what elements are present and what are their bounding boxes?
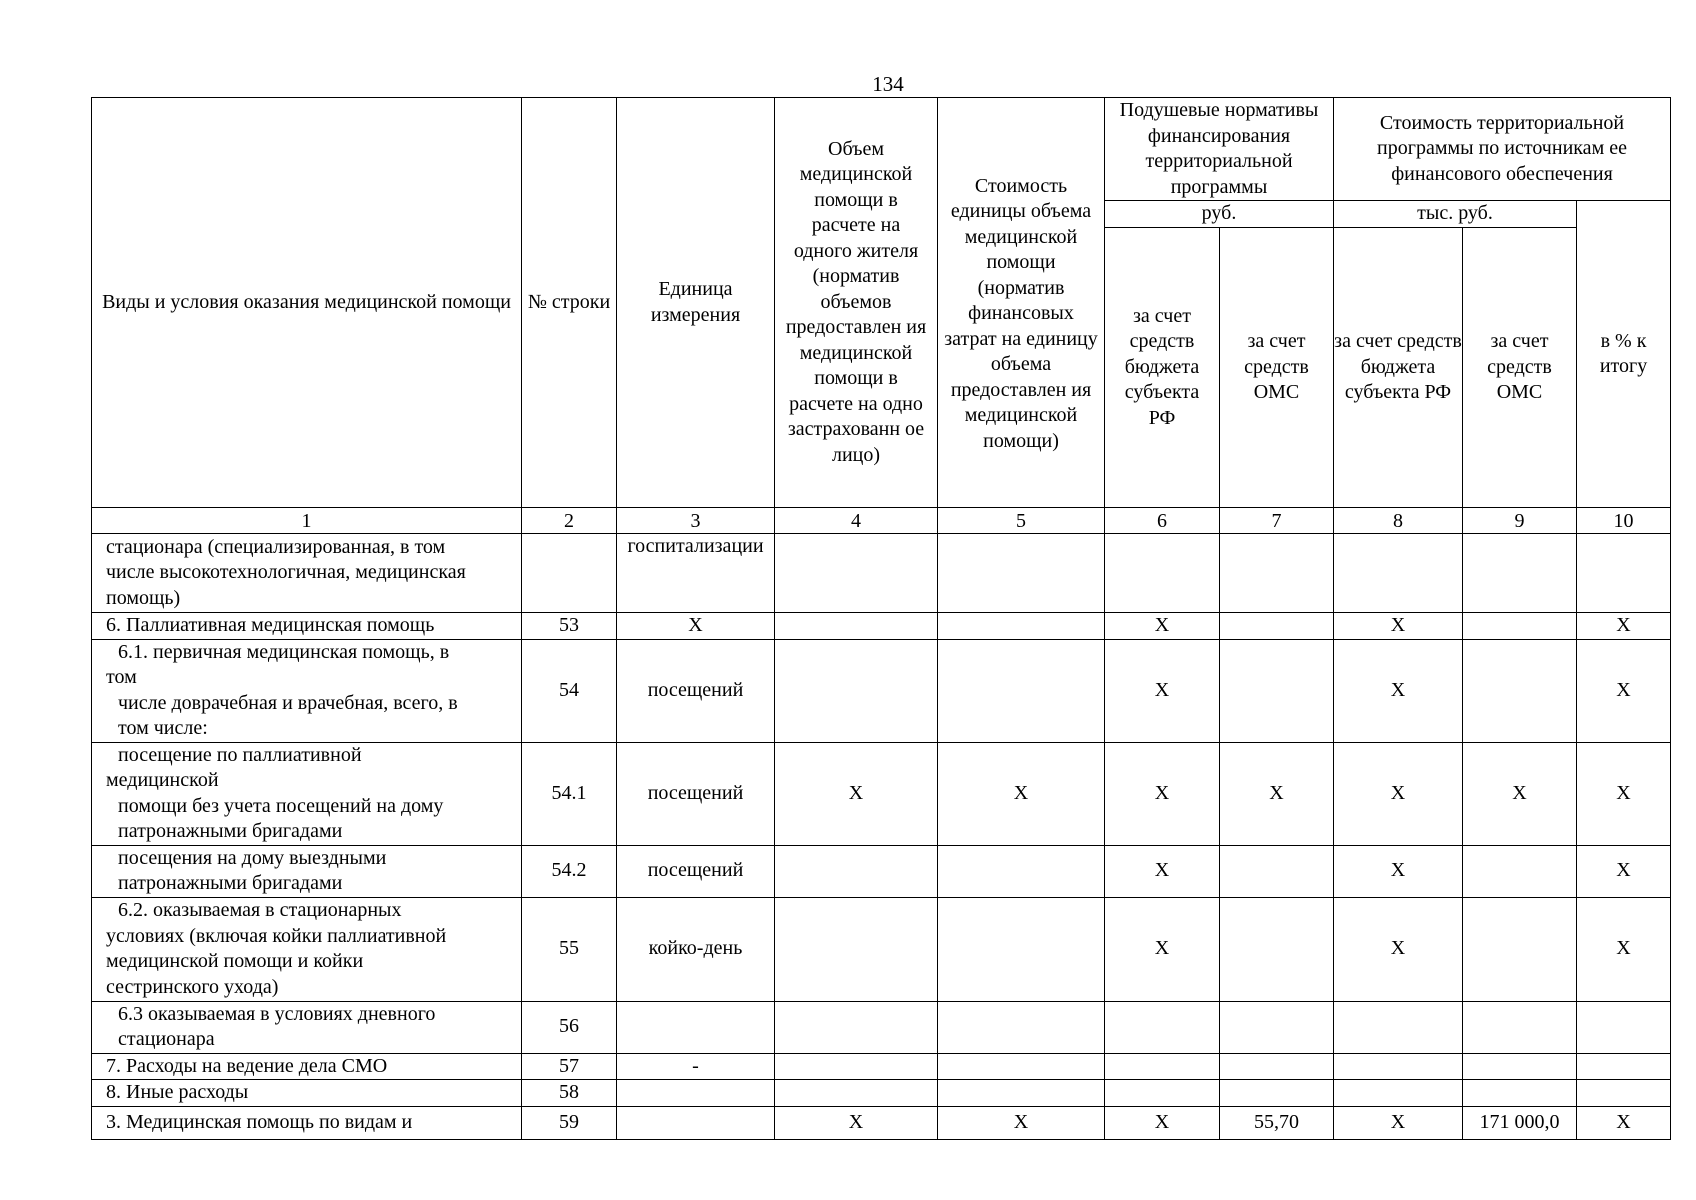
header-rub: руб. — [1105, 201, 1334, 228]
table-row — [92, 613, 1671, 640]
percent-cell: X — [1577, 1107, 1671, 1140]
care-type-line: том числе: — [118, 717, 208, 739]
program-budget-cell: X — [1334, 613, 1463, 640]
program-oms-cell — [1463, 1053, 1577, 1080]
care-type-line: числе высокотехнологичная, медицинская — [106, 561, 466, 584]
care-type-line: посещения на дому выездными — [118, 846, 387, 869]
per-capita-oms-cell — [1220, 639, 1334, 742]
care-type-cell — [92, 1080, 522, 1107]
care-type-cell — [92, 613, 522, 640]
care-type-line: помощи без учета посещений на дому — [118, 794, 444, 817]
column-number-row — [92, 508, 1671, 534]
row-number-cell: 54 — [522, 639, 617, 742]
table-row — [92, 639, 1671, 742]
care-type-line: 7. Расходы на ведение дела СМО — [106, 1054, 388, 1077]
care-type-line: условиях (включая койки паллиативной — [106, 924, 447, 947]
per-capita-budget-cell: X — [1105, 1107, 1220, 1140]
header-program-cost-group: Стоимость территориальной программы по источникам ее финансового обеспечения — [1334, 98, 1671, 201]
header-col8: за счет средств бюджета субъекта РФ — [1334, 228, 1463, 508]
header-row-number: № строки — [522, 98, 617, 508]
unit-cost-cell — [938, 897, 1105, 1001]
column-number: 2 — [522, 508, 617, 534]
table-row — [92, 1107, 1671, 1140]
care-type-line: медицинской — [106, 769, 219, 791]
row-number-cell — [522, 534, 617, 613]
unit-cost-cell: X — [938, 1107, 1105, 1140]
header-row-1 — [92, 98, 1671, 201]
care-type-line: медицинской помощи и койки — [106, 950, 364, 972]
table-row — [92, 845, 1671, 897]
header-col7: за счет средств ОМС — [1220, 228, 1334, 508]
program-oms-cell: X — [1463, 742, 1577, 845]
unit-cell: - — [617, 1053, 775, 1080]
per-capita-oms-cell — [1220, 1001, 1334, 1053]
unit-cell: посещений — [617, 742, 775, 845]
unit-cost-cell — [938, 845, 1105, 897]
column-number: 9 — [1463, 508, 1577, 534]
program-budget-cell: X — [1334, 639, 1463, 742]
unit-cell: койко-день — [617, 897, 775, 1001]
row-number-cell: 55 — [522, 897, 617, 1001]
unit-cell — [617, 1080, 775, 1107]
percent-cell: X — [1577, 613, 1671, 640]
program-budget-cell: X — [1334, 897, 1463, 1001]
program-budget-cell — [1334, 534, 1463, 613]
care-type-line: 6.3 оказываемая в условиях дневного — [118, 1002, 436, 1025]
unit-cost-cell — [938, 639, 1105, 742]
volume-cell — [775, 897, 938, 1001]
financing-table — [91, 97, 1671, 1140]
table-row — [92, 1080, 1671, 1107]
care-type-cell — [92, 845, 522, 897]
per-capita-budget-cell: X — [1105, 639, 1220, 742]
unit-cell — [617, 1107, 775, 1140]
table-row — [92, 742, 1671, 845]
program-oms-cell — [1463, 639, 1577, 742]
unit-cost-cell: X — [938, 742, 1105, 845]
column-number: 1 — [92, 508, 522, 534]
care-type-cell — [92, 1001, 522, 1053]
care-type-line: патронажными бригадами — [118, 872, 343, 894]
row-number-cell: 54.2 — [522, 845, 617, 897]
care-type-line: 3. Медицинская помощь по видам и — [106, 1111, 413, 1134]
volume-cell — [775, 1001, 938, 1053]
care-type-line: помощь) — [106, 586, 181, 609]
header-thousand-rub: тыс. руб. — [1334, 201, 1577, 228]
column-number: 8 — [1334, 508, 1463, 534]
program-oms-cell — [1463, 1001, 1577, 1053]
care-type-cell — [92, 742, 522, 845]
percent-cell: X — [1577, 897, 1671, 1001]
care-type-cell — [92, 1107, 522, 1140]
volume-cell — [775, 613, 938, 640]
care-type-line: сестринского ухода) — [106, 975, 279, 998]
per-capita-oms-cell — [1220, 1053, 1334, 1080]
column-number: 7 — [1220, 508, 1334, 534]
per-capita-oms-cell: X — [1220, 742, 1334, 845]
volume-cell: X — [775, 742, 938, 845]
unit-cost-cell — [938, 1001, 1105, 1053]
care-type-cell — [92, 1053, 522, 1080]
care-type-cell — [92, 534, 522, 613]
unit-cost-cell — [938, 1053, 1105, 1080]
header-unit: Единица измерения — [617, 98, 775, 508]
care-type-line: 6.1. первичная медицинская помощь, в — [118, 640, 450, 663]
volume-cell — [775, 534, 938, 613]
column-number: 6 — [1105, 508, 1220, 534]
volume-cell — [775, 845, 938, 897]
per-capita-budget-cell: X — [1105, 897, 1220, 1001]
program-budget-cell: X — [1334, 742, 1463, 845]
program-budget-cell — [1334, 1080, 1463, 1107]
care-type-cell — [92, 897, 522, 1001]
unit-cost-cell — [938, 534, 1105, 613]
per-capita-budget-cell: X — [1105, 613, 1220, 640]
column-number: 3 — [617, 508, 775, 534]
header-col9: за счет средств ОМС — [1463, 228, 1577, 508]
unit-cell: X — [617, 613, 775, 640]
percent-cell — [1577, 1053, 1671, 1080]
volume-cell: X — [775, 1107, 938, 1140]
per-capita-budget-cell — [1105, 1001, 1220, 1053]
header-type-of-care: Виды и условия оказания медицинской помощи — [92, 98, 522, 508]
program-budget-cell: X — [1334, 1107, 1463, 1140]
care-type-line: 8. Иные расходы — [106, 1081, 249, 1104]
volume-cell — [775, 1053, 938, 1080]
per-capita-oms-cell: 55,70 — [1220, 1107, 1334, 1140]
program-oms-cell — [1463, 897, 1577, 1001]
percent-cell — [1577, 1080, 1671, 1107]
care-type-line: стационара — [118, 1028, 215, 1050]
table-row — [92, 534, 1671, 613]
volume-cell — [775, 639, 938, 742]
page-number: 134 — [872, 72, 904, 96]
row-number-cell: 53 — [522, 613, 617, 640]
per-capita-budget-cell: X — [1105, 845, 1220, 897]
header-col10: в % к итогу — [1577, 201, 1671, 508]
program-oms-cell — [1463, 1080, 1577, 1107]
table-row — [92, 1053, 1671, 1080]
header-unit-cost: Стоимость единицы объема медицинской помощи (норматив финансовых затрат на единицу объема предоставлен ия медицинской помощи) — [938, 98, 1105, 508]
percent-cell — [1577, 534, 1671, 613]
care-type-line: посещение по паллиативной — [118, 743, 362, 766]
percent-cell: X — [1577, 639, 1671, 742]
unit-cell: посещений — [617, 845, 775, 897]
per-capita-budget-cell — [1105, 534, 1220, 613]
per-capita-oms-cell — [1220, 1080, 1334, 1107]
per-capita-oms-cell — [1220, 534, 1334, 613]
percent-cell: X — [1577, 742, 1671, 845]
header-per-capita-group: Подушевые нормативы финансирования территориальной программы — [1105, 98, 1334, 201]
unit-cell: госпитализации — [617, 534, 775, 613]
percent-cell — [1577, 1001, 1671, 1053]
program-budget-cell — [1334, 1053, 1463, 1080]
row-number-cell: 58 — [522, 1080, 617, 1107]
row-number-cell: 59 — [522, 1107, 617, 1140]
care-type-line: 6.2. оказываемая в стационарных — [118, 899, 402, 921]
volume-cell — [775, 1080, 938, 1107]
column-number: 5 — [938, 508, 1105, 534]
care-type-line: числе доврачебная и врачебная, всего, в — [118, 691, 458, 714]
per-capita-oms-cell — [1220, 897, 1334, 1001]
column-number: 10 — [1577, 508, 1671, 534]
row-number-cell: 57 — [522, 1053, 617, 1080]
care-type-line: том — [106, 666, 137, 688]
care-type-line: патронажными бригадами — [118, 820, 343, 842]
care-type-line: 6. Паллиативная медицинская помощь — [106, 614, 435, 636]
column-number: 4 — [775, 508, 938, 534]
unit-cell: посещений — [617, 639, 775, 742]
header-col6: за счет средств бюджета субъекта РФ — [1105, 228, 1220, 508]
table-row — [92, 897, 1671, 1001]
per-capita-oms-cell — [1220, 613, 1334, 640]
row-number-cell: 56 — [522, 1001, 617, 1053]
row-number-cell: 54.1 — [522, 742, 617, 845]
program-oms-cell — [1463, 845, 1577, 897]
unit-cell — [617, 1001, 775, 1053]
table-row — [92, 1001, 1671, 1053]
unit-cost-cell — [938, 613, 1105, 640]
per-capita-budget-cell — [1105, 1080, 1220, 1107]
program-oms-cell — [1463, 534, 1577, 613]
care-type-line: стационара (специализированная, в том — [106, 535, 446, 558]
header-volume: Объем медицинской помощи в расчете на одного жителя (норматив объемов предоставлен ия медицинской помощи в расчете на одно застрахованн ое лицо) — [775, 98, 938, 508]
program-budget-cell — [1334, 1001, 1463, 1053]
unit-cost-cell — [938, 1080, 1105, 1107]
program-oms-cell — [1463, 613, 1577, 640]
care-type-cell — [92, 639, 522, 742]
program-oms-cell: 171 000,0 — [1463, 1107, 1577, 1140]
per-capita-oms-cell — [1220, 845, 1334, 897]
program-budget-cell: X — [1334, 845, 1463, 897]
percent-cell: X — [1577, 845, 1671, 897]
per-capita-budget-cell — [1105, 1053, 1220, 1080]
per-capita-budget-cell: X — [1105, 742, 1220, 845]
